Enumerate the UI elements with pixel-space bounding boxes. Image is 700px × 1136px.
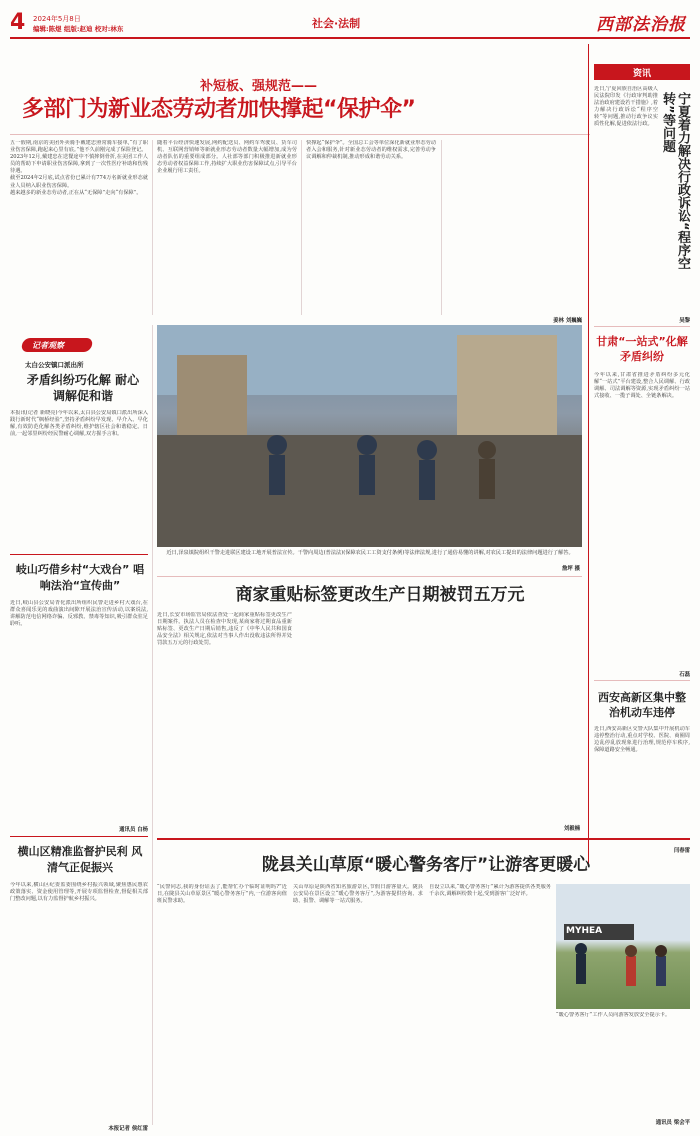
story2-author: 通讯员 白杨 — [119, 827, 148, 833]
section-rule — [594, 680, 690, 681]
sidebar-divider — [588, 44, 589, 864]
story4-title: 商家重贴标签更改生产日期被罚五万元 — [235, 585, 525, 605]
sidebar-title-1-text: 行政诉讼“程序空转”等问题 — [660, 92, 690, 270]
lead-col-3 — [306, 140, 436, 310]
sidebar-text-4: 近日,西安高新区交警大队集中开展机动车违停整治行动,重点对学校、医院、商圈周边乱停乱放现象进行治理,规范停车秩序,保障道路安全畅通。 — [594, 726, 690, 754]
sidebar-author-1: 吴黎 — [679, 318, 690, 324]
sidebar-text-3: 今年以来,甘肃省推进矛盾纠纷多元化解“一站式”平台建设,整合人民调解、行政调解、司法调解等资源,实现矛盾纠纷一站式接收、一揽子调处、全链条解决。 — [594, 372, 690, 400]
story3-title: 横山区精准监督护民利 风清气正促振兴 — [17, 845, 143, 874]
sidebar-title-2: 宁夏着力解决 — [675, 92, 690, 170]
feature-photo — [556, 884, 690, 1009]
lead-col-1 — [10, 140, 148, 310]
section-rule — [10, 554, 148, 555]
lead-headline: 多部门为新业态劳动者加快撑起“保护伞” — [22, 97, 416, 122]
lead-col-2: 随着平台经济快速发展,网约配送员、网约车驾驶员、货车司机、互联网营销师等新就业形态劳动者数量大幅增加,成为劳动者队伍的重要组成部分。人社部等部门积极推进新就业形态劳动者权益保障工作,持续扩大职业伤害保障试点,引导平台企业履行用工责任。 — [157, 140, 297, 175]
sidebar-title-1 — [660, 92, 690, 282]
story4-col-1: 近日,长安市场监管局依法查处一起商家重贴标签更改生产日期案件。执法人员在检查中发现,某商家将过期食品重新贴标签、更改生产日期后销售,违反了《中华人民共和国食品安全法》相关规定,依法对当事人作出没收违法所得并处罚款五万元的行政处罚。 — [157, 612, 292, 647]
lead-paragraph: 2023年12月,戴建忠在送餐途中不慎摔倒骨折,在美团工作人员的帮助下申请职业伤害保障,拿到了一次性医疗补助和伤残待遇。 — [10, 154, 148, 175]
sidebar-title-3: 甘肃“一站式”化解矛盾纠纷 — [596, 335, 688, 363]
photo-author: 詹坪 摄 — [561, 566, 580, 572]
lead-kicker: 补短板、强规范—— — [200, 79, 318, 94]
sidebar-author-3: 石磊 — [679, 672, 690, 678]
column-divider — [152, 140, 153, 315]
story4-author: 刘毅楠 — [563, 826, 580, 832]
feature-col-1: “民警同志,我的身份证丢了,能帮忙办个临时证明吗?”近日,在陇县关山草原景区“暖心警务客厅”内,一位游客向值班民警求助。 — [157, 884, 287, 905]
lead-rule — [10, 134, 590, 135]
reporter-text: 本报讯(记者 新晓亮)今年以来,太白县公安局镇口派出所深入践行新时代“枫桥经验”,坚持矛盾纠纷早发现、早介入、早化解,有效防范化解各类矛盾纠纷,维护辖区社会和谐稳定。日前,一起邻里纠纷经民警耐心调解,双方握手言和。 — [10, 410, 148, 438]
story4-col-3 — [440, 612, 580, 822]
photo-caption: 近日,泽泉镇院组织干警走进联区建设工地开展普法宣传。干警向周边(普法法)(保障农民工工资支付条例)等法律法规,进行了通俗易懂的讲解,对农民工提出的法律问题进行了解答。 — [166, 550, 574, 556]
sidebar-text-1: 近日,宁夏回族自治区高级人民法院印发《行政审判助推法治政府建设若干措施》,着力解决行政诉讼“程序空转”等问题,推动行政争议实质性化解,促进依法行政。 — [594, 86, 658, 128]
masthead-logo: 西部法治报 — [596, 15, 686, 35]
story2-title: 岐山巧借乡村“大戏台” 唱响法治“宣传曲” — [15, 563, 145, 592]
lead-col-3-text: 快撑起“保护伞”。全国总工会等单位深化新就业形态劳动者入会和服务,针对新业态劳动者的维权需求,完善劳动争议调解和仲裁机制,推动形成和谐劳动关系。 — [306, 140, 436, 161]
story3-author: 本报记者 侯红雷 — [108, 1126, 148, 1132]
lead-paragraph: 截至2024年2月底,试点省份已累计有774万名新就业形态就业人员纳入职业伤害保障。 — [10, 175, 148, 189]
reporter-title: 矛盾纠纷巧化解 耐心调解促和谐 — [26, 373, 140, 403]
feature-rule — [157, 838, 690, 840]
column-divider — [152, 325, 153, 1125]
feature-author: 通讯员 梁会平 — [655, 1120, 690, 1126]
lead-paragraph: 越来越多的新业态劳动者,正在从“无保障”走向“有保障”。 — [10, 189, 142, 196]
feature-col-2: 关山草原是陕西省知名旅游景区,节假日游客量大。陇县公安局在景区设立“暖心警务客厅”,为游客提供咨询、求助、报警、调解等一站式服务。 — [293, 884, 423, 905]
lead-col-4 — [446, 140, 582, 310]
section-rule — [10, 836, 148, 837]
lead-paragraph: 五一假期,南京的美团外卖骑手戴建忠照常骑车接单,“有了职业伤害保障,跑起来心里有底。”他不久前刚完成了保险登记。 — [10, 140, 148, 154]
page-number: 4 — [10, 10, 26, 35]
reporter-sub: 太白公安镇口派出所 — [25, 361, 84, 369]
section-name: 社会·法制 — [312, 17, 361, 30]
section-rule — [157, 576, 582, 577]
sidebar-title-4: 西安高新区集中整治机动车违停 — [598, 691, 686, 719]
section-rule — [594, 326, 690, 327]
photo-illustration — [157, 325, 582, 547]
reporter-badge-text: 记者观察 — [32, 341, 64, 350]
feature-title: 陇县关山草原“暖心警务客厅”让游客更暖心 — [261, 855, 591, 875]
story2-text: 近日,岐山县公安局青化派出所组织民警走进乡村大戏台,在群众喜闻乐见的戏曲演出间隙开展法治宣传活动,以案说法,讲解防范电信网络诈骗、反邪教、禁毒等知识,吸引群众驻足聆听。 — [10, 600, 148, 628]
editors-line: 编辑:陈煜 组版:赵迪 校对:林东 — [33, 25, 124, 33]
lead-byline: 姜林 刘巍巍 — [553, 318, 582, 324]
column-divider — [441, 140, 442, 315]
issue-date: 2024年5月8日 — [33, 15, 81, 23]
sidebar-author-4: 闫春雷 — [673, 848, 690, 854]
construction-site-photo — [157, 325, 582, 547]
sidebar-header-text: 资讯 — [632, 69, 651, 79]
header-rule — [10, 37, 690, 39]
feature-photo-illustration — [556, 884, 690, 1009]
story4-col-2 — [298, 612, 433, 822]
feature-photo-caption: “暖心警务客厅”工作人员向游客发放安全提示卡。 — [556, 1012, 671, 1018]
column-divider — [301, 140, 302, 315]
story3-text: 今年以来,横山区纪委监委围绕乡村振兴领域,聚焦惠民惠农政策落实、资金使用管理等,开展专项监督检查,督促相关部门整改问题,以有力监督护航乡村振兴。 — [10, 882, 148, 903]
feature-col-3: 自设立以来,“暖心警务客厅”累计为游客提供各类服务千余次,调解纠纷数十起,受到游客广泛好评。 — [429, 884, 551, 898]
feature-photo-banner: MYHEA — [566, 926, 603, 936]
